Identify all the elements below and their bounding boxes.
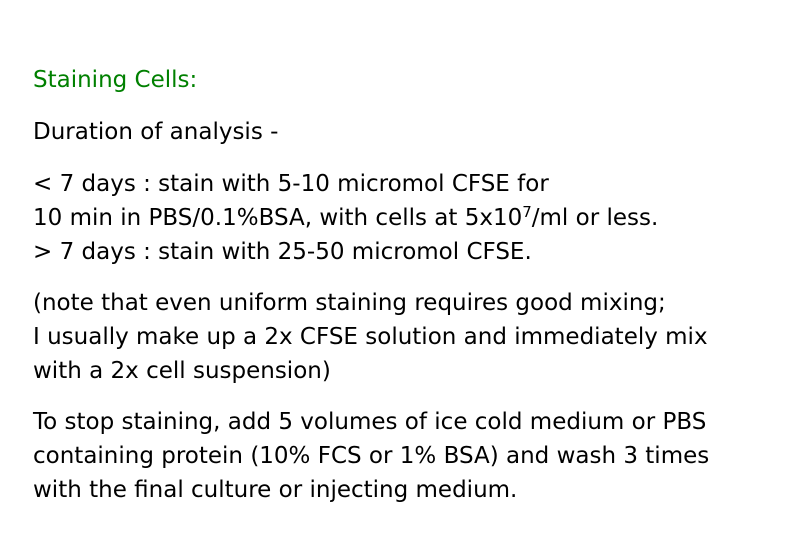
long-protocol-line: > 7 days : stain with 25-50 micromol CFSE. bbox=[33, 239, 532, 265]
duration-heading: Duration of analysis - bbox=[33, 119, 279, 145]
short-protocol-line-1: < 7 days : stain with 5-10 micromol CFSE for bbox=[33, 171, 549, 197]
note-line-1: (note that even uniform staining requires good mixing; bbox=[33, 290, 666, 316]
short-protocol-line-2-start: 10 min in PBS/0.1%BSA, with cells at 5x10 bbox=[33, 205, 523, 231]
note-paragraph bbox=[33, 286, 708, 388]
note-line-3: with a 2x cell suspension) bbox=[33, 358, 331, 384]
short-protocol-line-2-end: /ml or less. bbox=[531, 205, 659, 231]
exponent: 7 bbox=[522, 202, 532, 221]
note-line-2: I usually make up a 2x CFSE solution and immediately mix bbox=[33, 324, 708, 350]
protocol-block bbox=[33, 167, 658, 269]
slide-title: Staining Cells: bbox=[33, 67, 198, 93]
stop-line-3: with the final culture or injecting medium. bbox=[33, 477, 518, 503]
short-protocol-line-2 bbox=[33, 201, 658, 235]
stop-line-1: To stop staining, add 5 volumes of ice cold medium or PBS bbox=[33, 409, 707, 435]
stop-line-2: containing protein (10% FCS or 1% BSA) and wash 3 times bbox=[33, 443, 710, 469]
stop-paragraph bbox=[33, 405, 709, 507]
